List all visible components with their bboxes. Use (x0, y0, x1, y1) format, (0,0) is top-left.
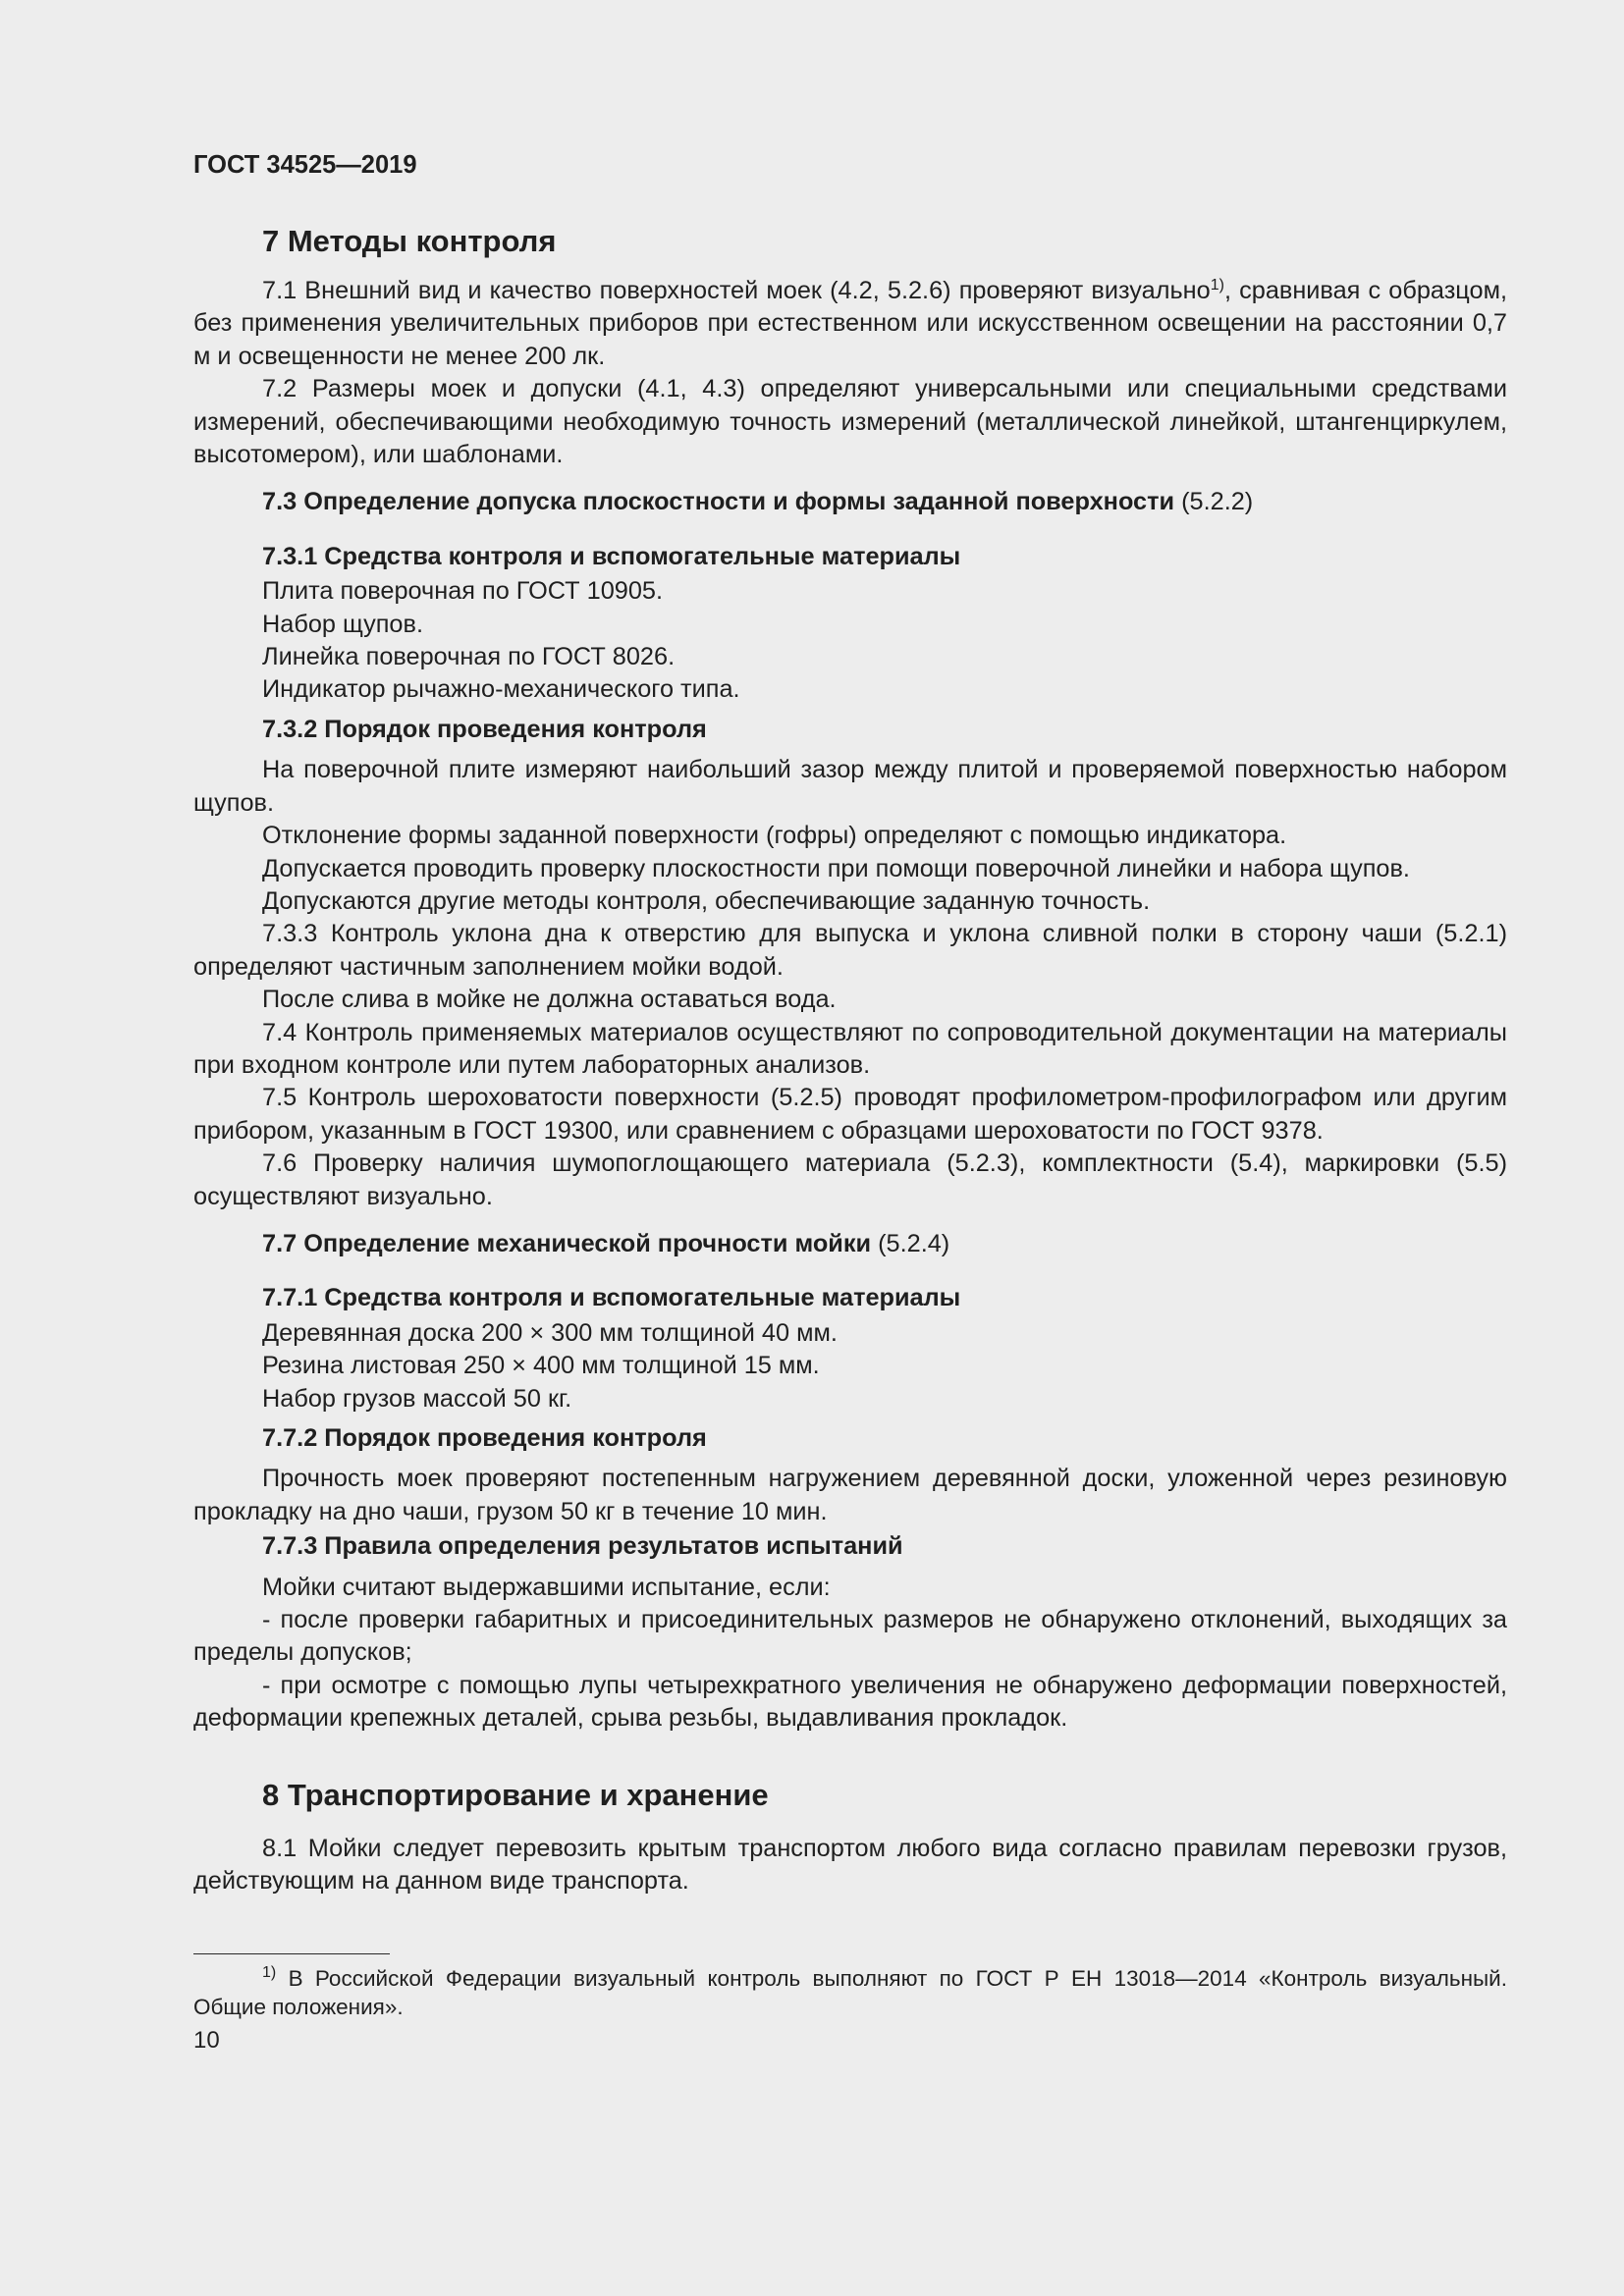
list-item: Плита поверочная по ГОСТ 10905. (262, 577, 664, 606)
heading-7-3-1: 7.3.1 Средства контроля и вспомогательные материалы (262, 542, 961, 570)
document-code-header: ГОСТ 34525—2019 (193, 151, 417, 179)
paragraph-7-1-text-end: , сравнивая с образцом, без применения увеличительных приборов при естественном или искусственном освещении на расстоянии 0,7 м и освещенности не менее 200 лк. (193, 277, 1507, 370)
heading-7-7-2: 7.7.2 Порядок проведения контроля (262, 1424, 707, 1452)
heading-7-7-reference: (5.2.4) (871, 1229, 950, 1257)
heading-7-3 (193, 486, 1507, 518)
list-item: Резина листовая 250 × 400 мм толщиной 15 мм. (262, 1352, 820, 1380)
paragraph-7-7-3-item-2: - при осмотре с помощью лупы четырехкратного увеличения не обнаружено деформации поверхностей, деформации крепежных деталей, срыва резьбы, выдавливания прокладок. (193, 1671, 1507, 1733)
heading-7-7-text: 7.7 Определение механической прочности мойки (262, 1229, 872, 1257)
list-item: Линейка поверочная по ГОСТ 8026. (262, 643, 676, 671)
document-page (193, 145, 1507, 2056)
paragraph-7-4: 7.4 Контроль применяемых материалов осуществляют по сопроводительной документации на материалы при входном контроле или путем лабораторных анализов. (193, 1018, 1507, 1079)
paragraph-7-3-3: 7.3.3 Контроль уклона дна к отверстию для выпуска и уклона сливной полки в сторону чаши (5.2.1) определяют частичным заполнением мойки водой. (193, 920, 1507, 981)
paragraph-7-3-2-b: Отклонение формы заданной поверхности (гофры) определяют с помощью индикатора. (262, 822, 1287, 850)
paragraph-7-7-3-intro: Мойки считают выдержавшими испытание, если: (262, 1573, 831, 1601)
footnote-text: В Российской Федерации визуальный контроль выполняют по ГОСТ Р ЕН 13018—2014 «Контроль визуальный. Общие положения». (193, 1966, 1507, 2020)
heading-7-7-1: 7.7.1 Средства контроля и вспомогательные материалы (262, 1284, 961, 1312)
paragraph-7-3-2-c: Допускается проводить проверку плоскостности при помощи поверочной линейки и набора щупов. (262, 854, 1410, 882)
paragraph-7-1-text-start: 7.1 Внешний вид и качество поверхностей моек (4.2, 5.2.6) проверяют визуально (262, 277, 1211, 304)
list-item: Набор щупов. (262, 610, 423, 638)
paragraph-7-5: 7.5 Контроль шероховатости поверхности (5.2.5) проводят профилометром-профилографом или другим прибором, указанным в ГОСТ 19300, или сравнением с образцами шероховатости по ГОСТ 9378. (193, 1084, 1507, 1145)
paragraph-7-3-2-d: Допускаются другие методы контроля, обеспечивающие заданную точность. (262, 886, 1151, 915)
paragraph-7-3-3-b: После слива в мойке не должна оставаться вода. (262, 986, 837, 1014)
paragraph-7-6: 7.6 Проверку наличия шумопоглощающего материала (5.2.3), комплектности (5.4), маркировки (5.5) осуществляют визуально. (193, 1149, 1507, 1210)
page-number: 10 (193, 2027, 220, 2055)
footnote-marker: 1) (262, 1964, 277, 1982)
section-8-title: 8 Транспортирование и хранение (262, 1777, 769, 1812)
list-item: Индикатор рычажно-механического типа. (262, 675, 740, 704)
list-item: Деревянная доска 200 × 300 мм толщиной 40 мм. (262, 1318, 838, 1347)
heading-7-7 (193, 1228, 1507, 1260)
heading-7-3-2: 7.3.2 Порядок проведения контроля (262, 715, 707, 743)
section-7-title: 7 Методы контроля (262, 224, 557, 258)
paragraph-8-1: 8.1 Мойки следует перевозить крытым транспортом любого вида согласно правилам перевозки грузов, действующим на данном виде транспорта. (193, 1834, 1507, 1896)
paragraph-7-7-3-item-1: - после проверки габаритных и присоединительных размеров не обнаружено отклонений, выходящих за пределы допусков; (193, 1606, 1507, 1667)
paragraph-7-7-2: Прочность моек проверяют постепенным нагружением деревянной доски, уложенной через резиновую прокладку на дно чаши, грузом 50 кг в течение 10 мин. (193, 1465, 1507, 1525)
heading-7-3-reference: (5.2.2) (1174, 488, 1254, 516)
footnote-reference: 1) (1210, 277, 1224, 294)
paragraph-7-2: 7.2 Размеры моек и допуски (4.1, 4.3) определяют универсальными или специальными средствами измерений, обеспечивающими необходимую точность измерений (металлической линейкой, штангенциркулем, высотомером), или шаблонами. (193, 375, 1507, 469)
paragraph-7-1 (193, 275, 1507, 373)
heading-7-7-3: 7.7.3 Правила определения результатов испытаний (262, 1532, 903, 1561)
heading-7-3-text: 7.3 Определение допуска плоскостности и формы заданной поверхности (262, 488, 1175, 516)
footnote (193, 1964, 1507, 2021)
list-item: Набор грузов массой 50 кг. (262, 1384, 572, 1413)
paragraph-7-3-2-a: На поверочной плите измеряют наибольший зазор между плитой и проверяемой поверхностью набором щупов. (193, 756, 1507, 817)
